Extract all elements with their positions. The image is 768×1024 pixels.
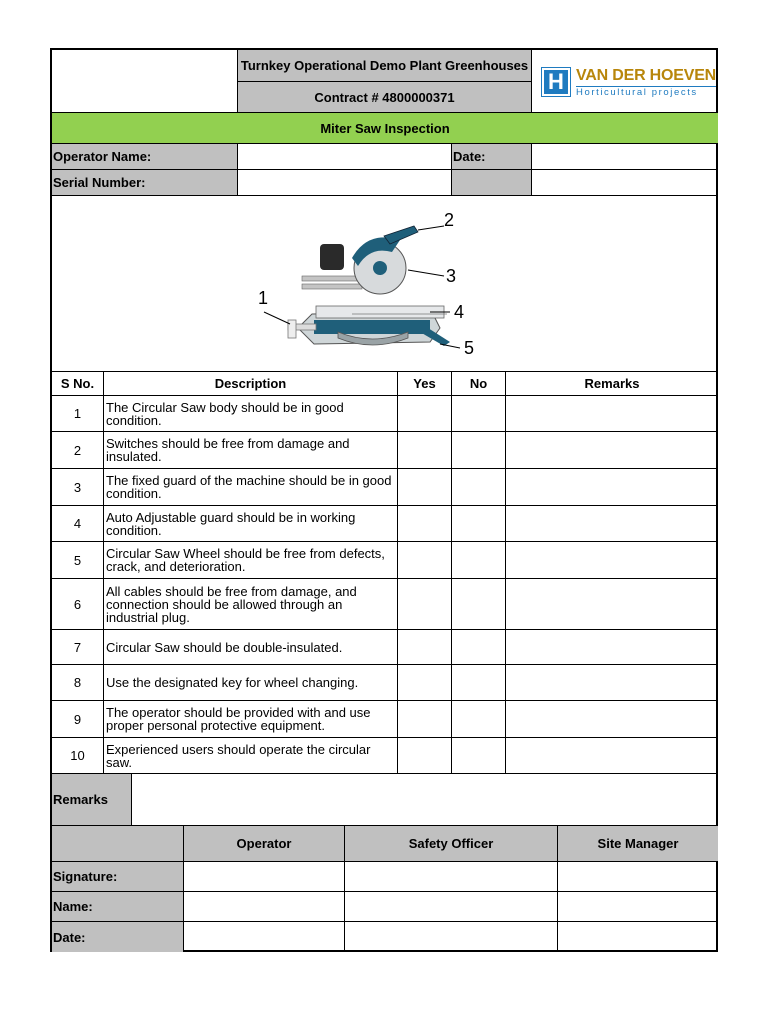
date-label: Date: xyxy=(452,144,532,170)
callout-5: 5 xyxy=(464,338,475,358)
serial-gray-cell xyxy=(452,170,532,196)
row-no-cell[interactable] xyxy=(452,665,506,701)
row-no-cell[interactable] xyxy=(452,579,506,630)
callout-1: 1 xyxy=(258,288,269,308)
row-number: 2 xyxy=(52,432,104,469)
callout-4: 4 xyxy=(454,302,465,322)
operator-name-field[interactable] xyxy=(238,144,452,170)
site-manager-name-field[interactable] xyxy=(558,892,718,922)
row-description: Auto Adjustable guard should be in working condition. xyxy=(104,506,398,542)
form-title xyxy=(52,113,718,144)
project-title xyxy=(238,50,532,82)
row-yes-cell[interactable] xyxy=(398,432,452,469)
operator-signature-field[interactable] xyxy=(184,862,345,892)
row-number: 9 xyxy=(52,701,104,738)
row-no-cell[interactable] xyxy=(452,738,506,774)
signoff-corner-cell xyxy=(52,826,184,862)
row-remarks-cell[interactable] xyxy=(506,738,718,774)
row-no-cell[interactable] xyxy=(452,396,506,432)
logo-tagline: Horticultural projects xyxy=(576,86,716,100)
row-description: Switches should be free from damage and insulated. xyxy=(104,432,398,469)
row-yes-cell[interactable] xyxy=(398,630,452,665)
col-header-sno: S No. xyxy=(52,372,104,396)
row-yes-cell[interactable] xyxy=(398,701,452,738)
remarks-field[interactable] xyxy=(132,774,718,826)
row-yes-cell[interactable] xyxy=(398,579,452,630)
signoff-col-site-manager: Site Manager xyxy=(558,826,718,862)
safety-officer-date-field[interactable] xyxy=(345,922,558,952)
row-remarks-cell[interactable] xyxy=(506,396,718,432)
row-description: The operator should be provided with and use proper personal protective equipment. xyxy=(104,701,398,738)
miter-saw-diagram xyxy=(52,196,718,372)
serial-number-label: Serial Number: xyxy=(52,170,238,196)
row-number: 6 xyxy=(52,579,104,630)
row-remarks-cell[interactable] xyxy=(506,665,718,701)
row-description: Circular Saw Wheel should be free from defects, crack, and deterioration. xyxy=(104,542,398,579)
row-yes-cell[interactable] xyxy=(398,542,452,579)
serial-number-field[interactable] xyxy=(238,170,452,196)
signoff-col-operator: Operator xyxy=(184,826,345,862)
row-description: The Circular Saw body should be in good condition. xyxy=(104,396,398,432)
row-description: Experienced users should operate the circular saw. xyxy=(104,738,398,774)
row-yes-cell[interactable] xyxy=(398,665,452,701)
row-description: Use the designated key for wheel changing. xyxy=(104,665,398,701)
operator-name-label: Operator Name: xyxy=(52,144,238,170)
col-header-description: Description xyxy=(104,372,398,396)
name-label: Name: xyxy=(52,892,184,922)
row-remarks-cell[interactable] xyxy=(506,701,718,738)
row-number: 8 xyxy=(52,665,104,701)
row-no-cell[interactable] xyxy=(452,701,506,738)
callout-2: 2 xyxy=(444,210,455,230)
row-remarks-cell[interactable] xyxy=(506,432,718,469)
date-field[interactable] xyxy=(532,144,718,170)
signoff-col-safety-officer: Safety Officer xyxy=(345,826,558,862)
row-number: 3 xyxy=(52,469,104,506)
logo-name: VAN DER HOEVEN xyxy=(576,67,717,84)
row-yes-cell[interactable] xyxy=(398,506,452,542)
inspection-form xyxy=(50,48,718,952)
logo-mark-icon: H xyxy=(542,68,570,96)
row-no-cell[interactable] xyxy=(452,542,506,579)
row-remarks-cell[interactable] xyxy=(506,542,718,579)
site-manager-date-field[interactable] xyxy=(558,922,718,952)
header-blank-cell xyxy=(52,50,238,113)
contract-number-text: Contract # 4800000371 xyxy=(314,89,455,105)
row-number: 7 xyxy=(52,630,104,665)
safety-officer-name-field[interactable] xyxy=(345,892,558,922)
row-no-cell[interactable] xyxy=(452,630,506,665)
operator-date-field[interactable] xyxy=(184,922,345,952)
row-no-cell[interactable] xyxy=(452,469,506,506)
row-description: The fixed guard of the machine should be in good condition. xyxy=(104,469,398,506)
site-manager-signature-field[interactable] xyxy=(558,862,718,892)
contract-number xyxy=(238,82,532,113)
row-yes-cell[interactable] xyxy=(398,396,452,432)
row-description: Circular Saw should be double-insulated. xyxy=(104,630,398,665)
miter-saw-illustration xyxy=(52,196,718,372)
col-header-remarks: Remarks xyxy=(506,372,718,396)
safety-officer-signature-field[interactable] xyxy=(345,862,558,892)
row-yes-cell[interactable] xyxy=(398,738,452,774)
callout-3: 3 xyxy=(446,266,457,286)
row-remarks-cell[interactable] xyxy=(506,630,718,665)
row-number: 1 xyxy=(52,396,104,432)
remarks-label: Remarks xyxy=(52,774,132,826)
col-header-no: No xyxy=(452,372,506,396)
row-remarks-cell[interactable] xyxy=(506,506,718,542)
row-yes-cell[interactable] xyxy=(398,469,452,506)
row-no-cell[interactable] xyxy=(452,432,506,469)
signoff-date-label: Date: xyxy=(52,922,184,952)
company-logo xyxy=(532,50,718,113)
row-description: All cables should be free from damage, and connection should be allowed through an industrial plug. xyxy=(104,579,398,630)
row-remarks-cell[interactable] xyxy=(506,469,718,506)
row-number: 10 xyxy=(52,738,104,774)
col-header-yes: Yes xyxy=(398,372,452,396)
row-number: 4 xyxy=(52,506,104,542)
row-remarks-cell[interactable] xyxy=(506,579,718,630)
signature-label: Signature: xyxy=(52,862,184,892)
operator-name-signoff-field[interactable] xyxy=(184,892,345,922)
row-no-cell[interactable] xyxy=(452,506,506,542)
row-number: 5 xyxy=(52,542,104,579)
project-title-text: Turnkey Operational Demo Plant Greenhouses xyxy=(240,58,529,73)
serial-extra-field[interactable] xyxy=(532,170,718,196)
form-title-text: Miter Saw Inspection xyxy=(320,120,450,136)
